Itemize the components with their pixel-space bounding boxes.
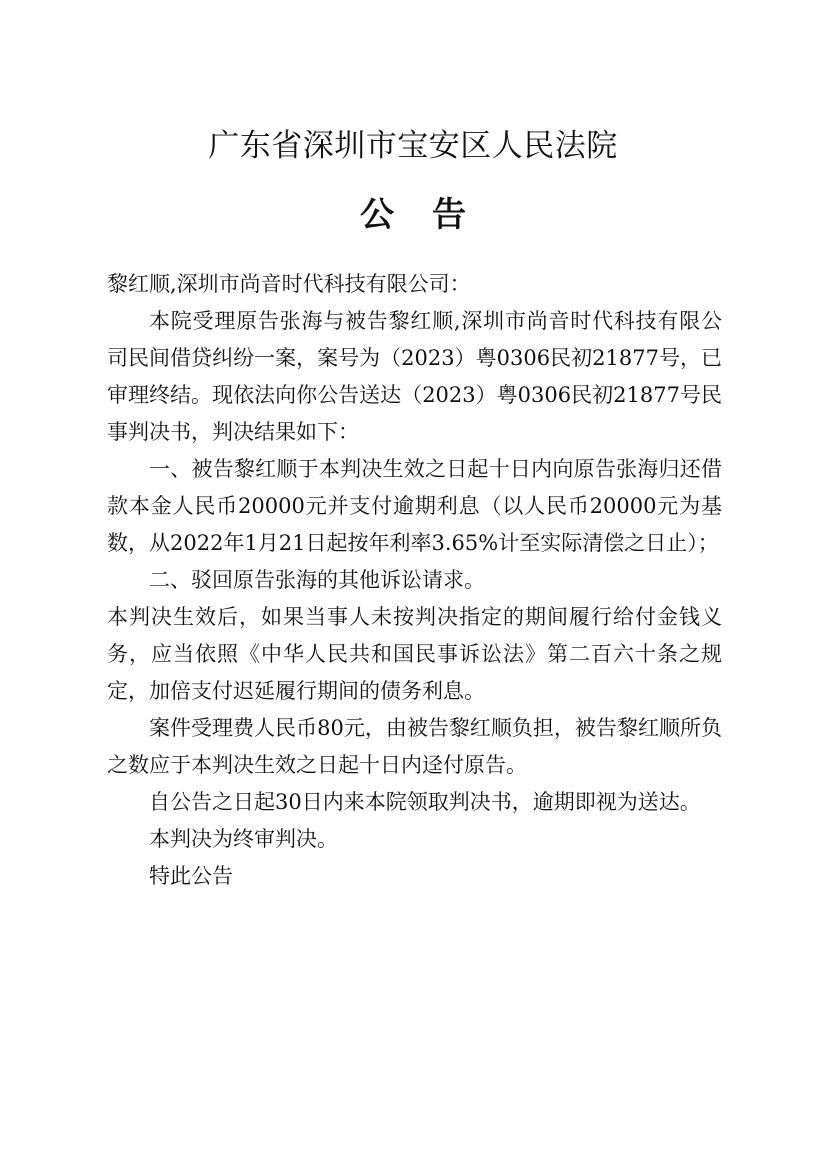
notice-body — [107, 266, 722, 895]
closing-statement: 特此公告 — [149, 864, 233, 888]
interest-clause: 本判决生效后，如果当事人未按判决指定的期间履行给付金钱义务，应当依照《中华人民共和国民事诉讼法》第二百六十条之规定，加倍支付迟延履行期间的债务利息。 — [107, 605, 722, 703]
ruling-item-2: 二、驳回原告张海的其他诉讼请求。 — [149, 568, 485, 592]
addressee: 黎红顺,深圳市尚音时代科技有限公司： — [107, 272, 471, 296]
ruling-item-1: 一、被告黎红顺于本判决生效之日起十日内向原告张海归还借款本金人民币20000元并支付逾期利息（以人民币20000元为基数，从2022年1月21日起按年利率3.65%计至实际清偿之日止）； — [107, 457, 722, 555]
paragraph-intro: 本院受理原告张海与被告黎红顺,深圳市尚音时代科技有限公司民间借贷纠纷一案，案号为（2023）粤0306民初21877号，已审理终结。现依法向你公告送达（2023）粤0306民初21877号民事判决书，判决结果如下： — [107, 309, 722, 444]
fee-clause: 案件受理费人民币80元，由被告黎红顺负担，被告黎红顺所负之数应于本判决生效之日起十日内迳付原告。 — [107, 716, 722, 777]
court-name: 广东省深圳市宝安区人民法院 — [208, 128, 618, 164]
collection-clause: 自公告之日起30日内来本院领取判决书，逾期即视为送达。 — [149, 790, 701, 814]
finality-statement: 本判决为终审判决。 — [149, 827, 338, 851]
notice-title: 公告 — [360, 195, 504, 235]
